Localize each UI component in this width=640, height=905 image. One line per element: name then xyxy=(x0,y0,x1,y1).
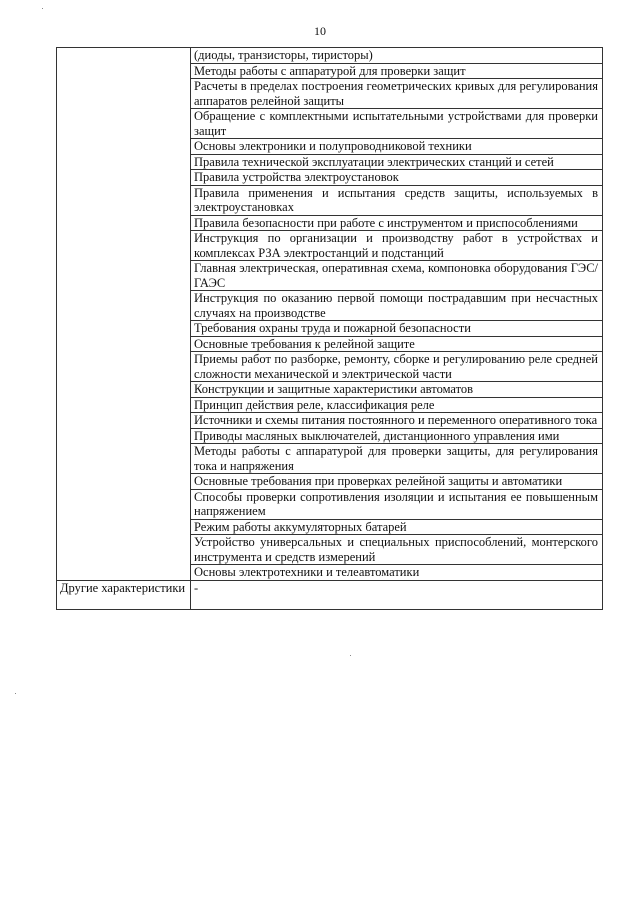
requirement-item: Приводы масляных выключателей, дистанционного управления ими xyxy=(191,428,603,444)
requirement-item: Основы электроники и полупроводниковой техники xyxy=(191,139,603,155)
requirement-item: Устройство универсальных и специальных приспособлений, монтерского инструмента и средств измерений xyxy=(191,535,603,565)
requirement-item: Режим работы аккумуляторных батарей xyxy=(191,519,603,535)
requirement-item: Методы работы с аппаратурой для проверки защит xyxy=(191,63,603,79)
empty-label-cell xyxy=(57,48,191,581)
page-number: 10 xyxy=(314,24,326,38)
requirement-item: (диоды, транзисторы, тиристоры) xyxy=(191,48,603,64)
requirement-item: Приемы работ по разборке, ремонту, сборке и регулированию реле средней сложности механической и электрической части xyxy=(191,352,603,382)
requirement-item: Обращение с комплектными испытательными устройствами для проверки защит xyxy=(191,109,603,139)
requirement-item: Способы проверки сопротивления изоляции и испытания ее повышенным напряжением xyxy=(191,489,603,519)
other-characteristics-row xyxy=(57,580,603,609)
requirement-item: Главная электрическая, оперативная схема, компоновка оборудования ГЭС/ГАЭС xyxy=(191,261,603,291)
requirements-table-body xyxy=(57,48,603,581)
scan-speck xyxy=(42,8,43,9)
requirement-item: Инструкция по организации и производству работ в устройствах и комплексах РЗА электростанций и подстанций xyxy=(191,231,603,261)
requirement-item: Правила технической эксплуатации электрических станций и сетей xyxy=(191,154,603,170)
requirement-item: Источники и схемы питания постоянного и переменного оперативного тока xyxy=(191,413,603,429)
requirement-item: Правила устройства электроустановок xyxy=(191,170,603,186)
scan-speck xyxy=(350,655,351,656)
requirement-item: Основные требования при проверках релейной защиты и автоматики xyxy=(191,474,603,490)
requirement-item: Основы электротехники и телеавтоматики xyxy=(191,565,603,581)
scan-speck xyxy=(15,693,16,694)
requirement-item: Методы работы с аппаратурой для проверки защиты, для регулирования тока и напряжения xyxy=(191,444,603,474)
requirement-item: Правила применения и испытания средств защиты, используемых в электроустановках xyxy=(191,185,603,215)
requirement-item: Основные требования к релейной защите xyxy=(191,336,603,352)
requirement-item: Расчеты в пределах построения геометрических кривых для регулирования аппаратов релейной защиты xyxy=(191,79,603,109)
requirements-table xyxy=(56,47,603,610)
requirement-item: Правила безопасности при работе с инструментом и приспособлениями xyxy=(191,215,603,231)
requirement-item: Принцип действия реле, классификация реле xyxy=(191,397,603,413)
other-characteristics-label: Другие характеристики xyxy=(57,580,191,609)
other-characteristics-value: - xyxy=(191,580,603,609)
other-characteristics-section xyxy=(57,580,603,609)
table-row xyxy=(57,48,603,64)
requirement-item: Инструкция по оказанию первой помощи пострадавшим при несчастных случаях на производстве xyxy=(191,291,603,321)
requirement-item: Конструкции и защитные характеристики автоматов xyxy=(191,382,603,398)
requirement-item: Требования охраны труда и пожарной безопасности xyxy=(191,321,603,337)
